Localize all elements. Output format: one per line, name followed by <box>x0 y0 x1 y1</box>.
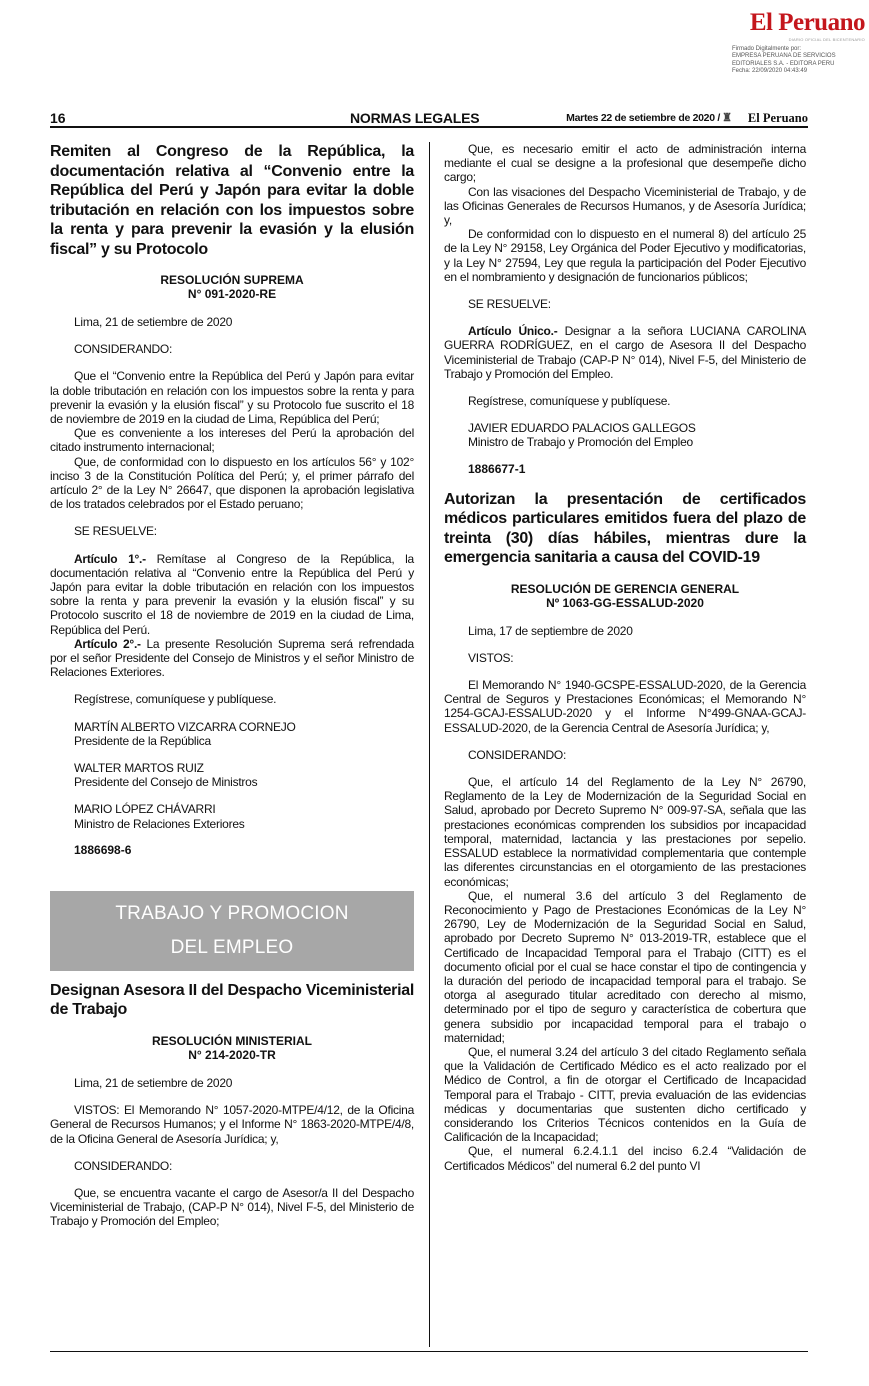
article-title: Designan Asesora II del Despacho Viceministerial de Trabajo <box>50 981 414 1019</box>
article-title: Autorizan la presentación de certificados médicos particulares emitidos fuera del plazo de treinta (30) días hábiles, mientras dure la emergencia sanitaria a causa del COVID-19 <box>444 490 806 567</box>
article-label: Artículo Único.- <box>468 324 558 339</box>
closing-formula: Regístrese, comuníquese y publíquese. <box>74 692 277 707</box>
el-peruano-logo <box>730 10 865 42</box>
resolution-heading <box>50 273 414 301</box>
resolution-number: Nº 1063-GG-ESSALUD-2020 <box>546 595 704 610</box>
place-date: Lima, 17 de septiembre de 2020 <box>468 623 633 638</box>
paragraph: Que, el numeral 3.6 del artículo 3 del Reglamento de Reconocimiento y Pago de Prestaciones Económicas de la Ley N° 26790, Ley de Modernización de la Seguridad Social en Salud, aprobado por Decreto Supremo N° 013-2019-TR, establece que el Certificado de Incapacidad Temporal para el Trabajo (CITT) es el documento oficial por el cual se hace constar el tipo de contingencia y la duración del periodo de incapacidad temporal para el trabajo. Se otorga al asegurado titular acreditado con derecho al mismo, determinado por el tipo de seguro y característica de cobertura que genera subsidio por incapacidad temporal para el trabajo o maternidad; <box>444 888 806 1045</box>
signatory-role: Ministro de Relaciones Exteriores <box>74 816 245 831</box>
header-brand: El Peruano <box>747 111 808 125</box>
considerando-label: CONSIDERANDO: <box>468 747 567 762</box>
article-1 <box>50 552 414 637</box>
signatory-name: MARTÍN ALBERTO VIZCARRA CORNEJO <box>74 719 296 734</box>
considerando-label: CONSIDERANDO: <box>74 1158 173 1173</box>
signatory-role: Presidente de la República <box>74 733 211 748</box>
vistos-paragraph: El Memorando N° 1940-GCSPE-ESSALUD-2020, de la Gerencia Central de Seguros y Prestaciones Económicas; el Memorando N° 1254-GCAJ-ESSALUD-2020 y el Informe N°499-GNAA-GCAJ-ESSALUD-2020, de la Gerencia Central de Asesoría Jurídica; y, <box>444 678 806 735</box>
place-date: Lima, 21 de setiembre de 2020 <box>74 1075 233 1090</box>
signatory <box>50 720 414 748</box>
publication-code: 1886698-6 <box>74 842 132 857</box>
signatory-role: Ministro de Trabajo y Promoción del Empleo <box>468 435 693 450</box>
page-header <box>50 110 808 128</box>
section-band-line: DEL EMPLEO <box>170 936 294 958</box>
section-title: NORMAS LEGALES <box>350 110 480 126</box>
page-number: 16 <box>50 110 66 126</box>
closing-formula: Regístrese, comuníquese y publíquese. <box>468 394 671 409</box>
paragraph: Que, se encuentra vacante el cargo de Asesor/a II del Despacho Viceministerial de Trabajo, (CAP-P N° 014), Nivel F-5, del Ministerio de Trabajo y Promoción del Empleo; <box>50 1185 414 1229</box>
logo-wordmark: El Peruano <box>749 9 865 36</box>
signatory-role: Presidente del Consejo de Ministros <box>74 775 258 790</box>
signatory-name: WALTER MARTOS RUIZ <box>74 761 204 776</box>
resolution-type: RESOLUCIÓN DE GERENCIA GENERAL <box>510 581 740 596</box>
issue-date: Martes 22 de setiembre de 2020 / <box>566 112 720 124</box>
article-label: Artículo 2°.- <box>74 636 141 651</box>
logo-tagline: DIARIO OFICIAL DEL BICENTENARIO <box>788 37 865 42</box>
paragraph: De conformidad con lo dispuesto en el numeral 8) del artículo 25 de la Ley N° 29158, Ley Orgánica del Poder Ejecutivo y modificatorias, y la Ley N° 27594, Ley que regula la participación del Poder Ejecutivo en el nombramiento y designación de funcionarios públicos; <box>444 227 806 284</box>
column-divider <box>429 142 430 1347</box>
bottom-rule <box>50 1351 808 1352</box>
paragraph: Que, el numeral 3.24 del artículo 3 del citado Reglamento señala que la Validación de Certificado Médico es el acto realizado por el Médico de Control, a fin de otorgar el Certificado de Incapacidad Temporal para el Trabajo - CITT, previa evaluación de las evidencias médicas y documentarias que sustenten dicho certificado y considerando los Criterios Técnicos contenidos en la Guía de Calificación de la Incapacidad; <box>444 1044 806 1145</box>
paragraph: Que es conveniente a los intereses del Perú la aprobación del citado instrumento internacional; <box>50 426 414 455</box>
article-text: Remítase al Congreso de la República, la documentación relativa al “Convenio entre la República del Perú y Japón para evitar la doble tributación en relación con los impuestos sobre la renta y para prevenir la evasión y la elusión fiscal” y su Protocolo suscrito el 18 de noviembre de 2019 en la ciudad de Lima, República del Perú. <box>50 551 414 637</box>
signatory <box>50 802 414 830</box>
resolution-number: N° 214-2020-TR <box>188 1047 276 1062</box>
resolution-heading <box>50 1034 414 1062</box>
signature-line: Firmado Digitalmente por: <box>732 46 802 52</box>
signatory <box>50 761 414 789</box>
section-band <box>50 891 414 971</box>
article-text: Designar a la señora LUCIANA CAROLINA GUERRA RODRÍGUEZ, en el cargo de Asesora II del Despacho Viceministerial de Trabajo (CAP-P N° 014), Nivel F-5, del Ministerio de Trabajo y Promoción del Empleo. <box>444 324 806 381</box>
considerando-label: CONSIDERANDO: <box>74 342 173 357</box>
resolution-type: RESOLUCIÓN SUPREMA <box>160 273 304 287</box>
place-date: Lima, 21 de setiembre de 2020 <box>74 315 233 329</box>
paragraph: Con las visaciones del Despacho Viceministerial de Trabajo, y de las Oficinas Generales de Recursos Humanos, y de Asesoría Jurídica; y, <box>444 184 806 228</box>
resolution-number: N° 091-2020-RE <box>187 287 277 301</box>
paragraph: Que, de conformidad con lo dispuesto en los artículos 56° y 102° inciso 3 de la Constitución Política del Perú; y, el primer párrafo del artículo 2° de la Ley N° 26647, que disponen la aprobación legislativa de los tratados celebrados por el Estado peruano; <box>50 454 414 512</box>
signatory-name: JAVIER EDUARDO PALACIOS GALLEGOS <box>468 421 696 436</box>
signature-line: Fecha: 22/09/2020 04:43:49 <box>732 67 808 74</box>
coat-of-arms-icon: ♜ <box>722 112 732 124</box>
article-title: Remiten al Congreso de la República, la documentación relativa al “Convenio entre la República del Perú y Japón para evitar la doble tributación en relación con los impuestos sobre la renta y para prevenir la evasión y la elusión fiscal” y su Protocolo <box>50 143 414 258</box>
article-unico <box>444 324 806 381</box>
article-text: La presente Resolución Suprema será refrendada por el señor Presidente del Consejo de Ministros y el señor Ministro de Relaciones Exteriores. <box>50 636 414 680</box>
vistos-paragraph: VISTOS: El Memorando N° 1057-2020-MTPE/4/12, de la Oficina General de Recursos Humanos; y el Informe N° 1863-2020-MTPE/4/8, de la Oficina General de Asesoría Jurídica; y, <box>50 1103 414 1146</box>
paragraph: Que, es necesario emitir el acto de administración interna mediante el cual se designe a la profesional que desempeñe dicho cargo; <box>444 142 806 185</box>
signatory-name: MARIO LÓPEZ CHÁVARRI <box>74 802 216 817</box>
signature-line: EMPRESA PERUANA DE SERVICIOS <box>732 53 836 60</box>
article-2 <box>50 637 414 680</box>
signature-line: EDITORIALES S.A. - EDITORA PERU <box>732 60 835 67</box>
section-band-line: TRABAJO Y PROMOCION <box>115 902 349 924</box>
resuelve-label: SE RESUELVE: <box>468 297 551 312</box>
digital-signature <box>732 46 867 75</box>
paragraph: Que el “Convenio entre la República del Perú y Japón para evitar la doble tributación en relación con los impuestos sobre la renta y para prevenir la evasión y la elusión fiscal” y su Protocolo fue suscrito el 18 de noviembre de 2019 en la ciudad de Lima, República del Perú; <box>50 369 414 427</box>
resuelve-label: SE RESUELVE: <box>74 524 157 539</box>
signatory <box>444 421 806 449</box>
resolution-type: RESOLUCIÓN MINISTERIAL <box>151 1033 312 1048</box>
article-label: Artículo 1°.- <box>74 551 146 566</box>
vistos-label: VISTOS: <box>468 650 514 665</box>
resolution-heading <box>444 582 806 610</box>
right-column <box>444 142 806 1173</box>
paragraph: Que, el numeral 6.2.4.1.1 del inciso 6.2.4 “Validación de Certificados Médicos” del numeral 6.2 del punto VI <box>444 1144 806 1173</box>
publication-code: 1886677-1 <box>468 461 526 476</box>
left-column <box>50 142 414 1229</box>
paragraph: Que, el artículo 14 del Reglamento de la Ley N° 26790, Reglamento de la Ley de Modernización de la Seguridad Social en Salud, aprobado por Decreto Supremo N° 009-97-SA, señala que las prestaciones económicas comprenden los subsidios por incapacidad temporal, maternidad, lactancia y las prestaciones por sepelio. ESSALUD establece la normatividad complementaria que contemple las diferentes circunstancias en el otorgamiento de las prestaciones económicas; <box>444 775 806 889</box>
